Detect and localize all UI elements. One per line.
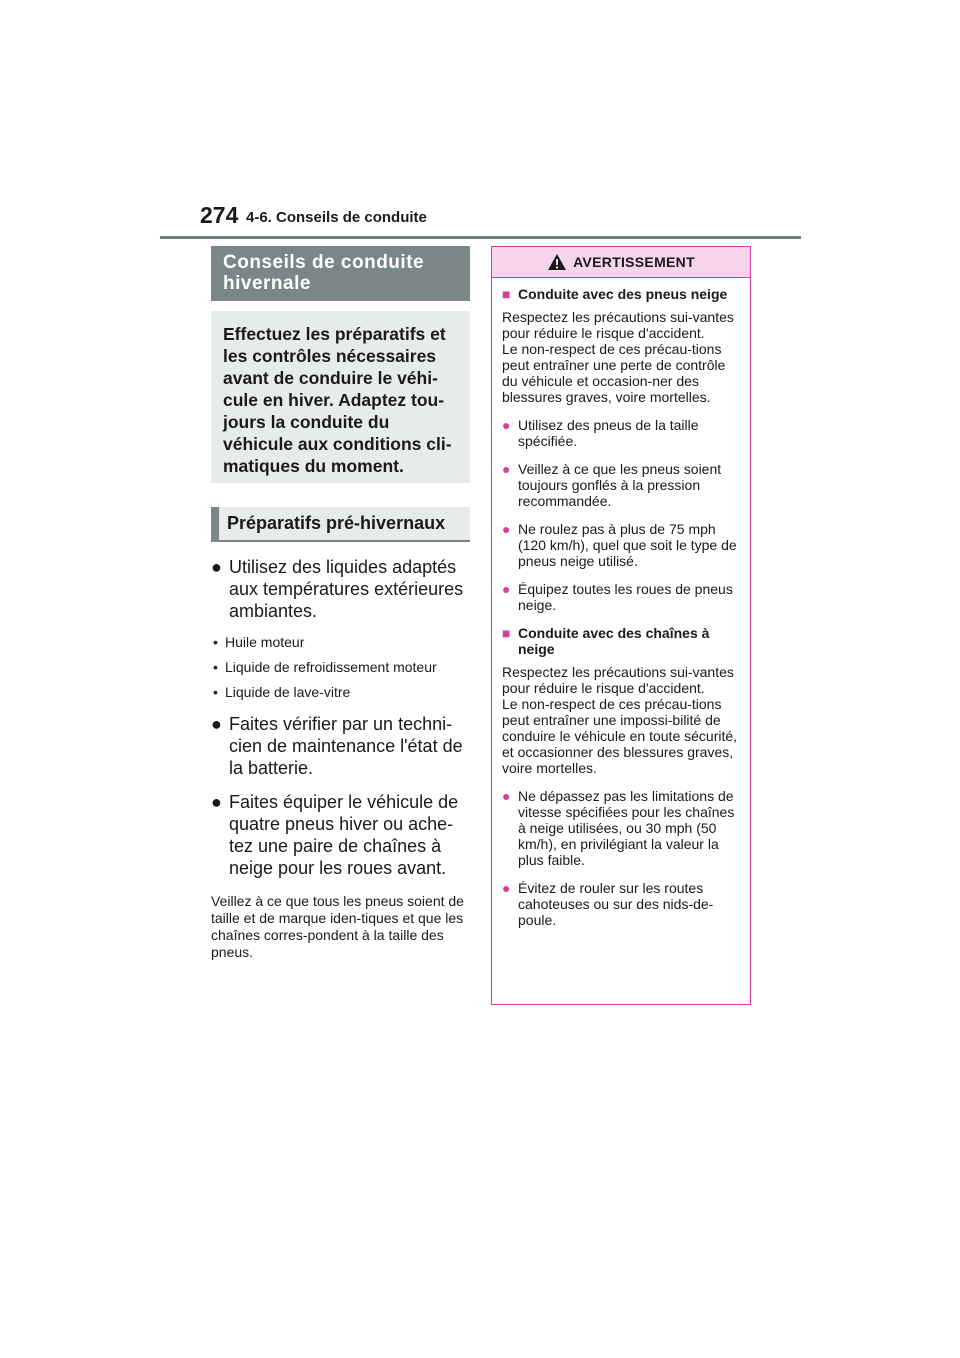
warning-subheading: ■ Conduite avec des chaînes à neige xyxy=(502,625,710,657)
warning-subheading: ■ Conduite avec des pneus neige xyxy=(502,286,728,302)
bullet-icon: ● xyxy=(502,417,511,433)
bullet-icon: ● xyxy=(502,788,511,804)
list-item: ● Faites équiper le véhicule de quatre pneus hiver ou ache-tez une paire de chaînes à neige pour les roues avant. xyxy=(211,792,459,878)
bullet-icon: ● xyxy=(502,880,511,896)
sub-bullet-list xyxy=(211,633,470,701)
warning-paragraph: Le non-respect de ces précau-tions peut entraîner une perte de contrôle du véhicule et occasion-ner des blessures graves, voire mortelles. xyxy=(502,341,726,405)
bullet-icon: ● xyxy=(211,792,222,812)
warning-paragraph: Le non-respect de ces précau-tions peut entraîner une impossi-bilité de conduire le véhicule en toute sécurité, et occasionner des blessures graves, voire mortelles. xyxy=(502,696,738,776)
square-bullet-icon: ■ xyxy=(502,286,511,302)
left-column xyxy=(211,246,470,961)
list-item: • Liquide de lave-vitre xyxy=(213,684,351,700)
bullet-icon: ● xyxy=(502,461,511,477)
subheading: Préparatifs pré-hivernaux xyxy=(211,507,470,542)
list-item: ● Faites vérifier par un techni-cien de maintenance l'état de la batterie. xyxy=(211,714,463,778)
note-text: Veillez à ce que tous les pneus soient de taille et de marque iden-tiques et que les chaînes corres-pondent à la taille des pneus. xyxy=(211,893,464,960)
main-bullet-list xyxy=(211,556,470,879)
list-item: ● Utilisez des liquides adaptés aux températures extérieures ambiantes. xyxy=(211,557,464,621)
square-bullet-icon: ■ xyxy=(502,625,511,641)
warning-triangle-icon xyxy=(547,253,567,271)
bullet-icon: • xyxy=(213,634,218,650)
list-item: ● Évitez de rouler sur les routes cahoteuses ou sur des nids-de-poule. xyxy=(502,880,714,928)
warning-box xyxy=(491,246,751,1005)
bullet-icon: • xyxy=(213,659,218,675)
list-item: • Huile moteur xyxy=(213,634,305,650)
list-item: ● Ne roulez pas à plus de 75 mph (120 km/h), quel que soit le type de pneus neige utilisé. xyxy=(502,521,737,569)
list-item: ● Utilisez des pneus de la taille spécifiée. xyxy=(502,417,699,449)
bullet-icon: ● xyxy=(211,714,222,734)
warning-paragraph: Respectez les précautions sui-vantes pour réduire le risque d'accident. xyxy=(502,309,734,341)
warning-title: AVERTISSEMENT xyxy=(573,254,695,270)
warning-paragraph: Respectez les précautions sui-vantes pour réduire le risque d'accident. xyxy=(502,664,734,696)
warning-body xyxy=(492,278,750,928)
page-number: 274 xyxy=(200,202,239,228)
intro-text: Effectuez les préparatifs et les contrôles nécessaires avant de conduire le véhi-cule en hiver. Adaptez tou-jours la conduite du véhicule aux conditions cli-matiques du moment. xyxy=(211,311,470,483)
list-item: ● Équipez toutes les roues de pneus neige. xyxy=(502,581,733,613)
topic-title: Conseils de conduite hivernale xyxy=(211,246,470,301)
page-header xyxy=(160,200,801,239)
warning-header xyxy=(492,247,750,278)
bullet-icon: ● xyxy=(502,521,511,537)
bullet-icon: ● xyxy=(211,557,222,577)
list-item: ● Ne dépassez pas les limitations de vitesse spécifiées pour les chaînes à neige utilisées, ou 30 mph (50 km/h), en privilégiant la valeur la plus faible. xyxy=(502,788,735,868)
bullet-icon: ● xyxy=(502,581,511,597)
list-item: • Liquide de refroidissement moteur xyxy=(213,659,437,675)
list-item: ● Veillez à ce que les pneus soient toujours gonflés à la pression recommandée. xyxy=(502,461,722,509)
bullet-icon: • xyxy=(213,684,218,700)
section-title: 4-6. Conseils de conduite xyxy=(246,209,427,226)
